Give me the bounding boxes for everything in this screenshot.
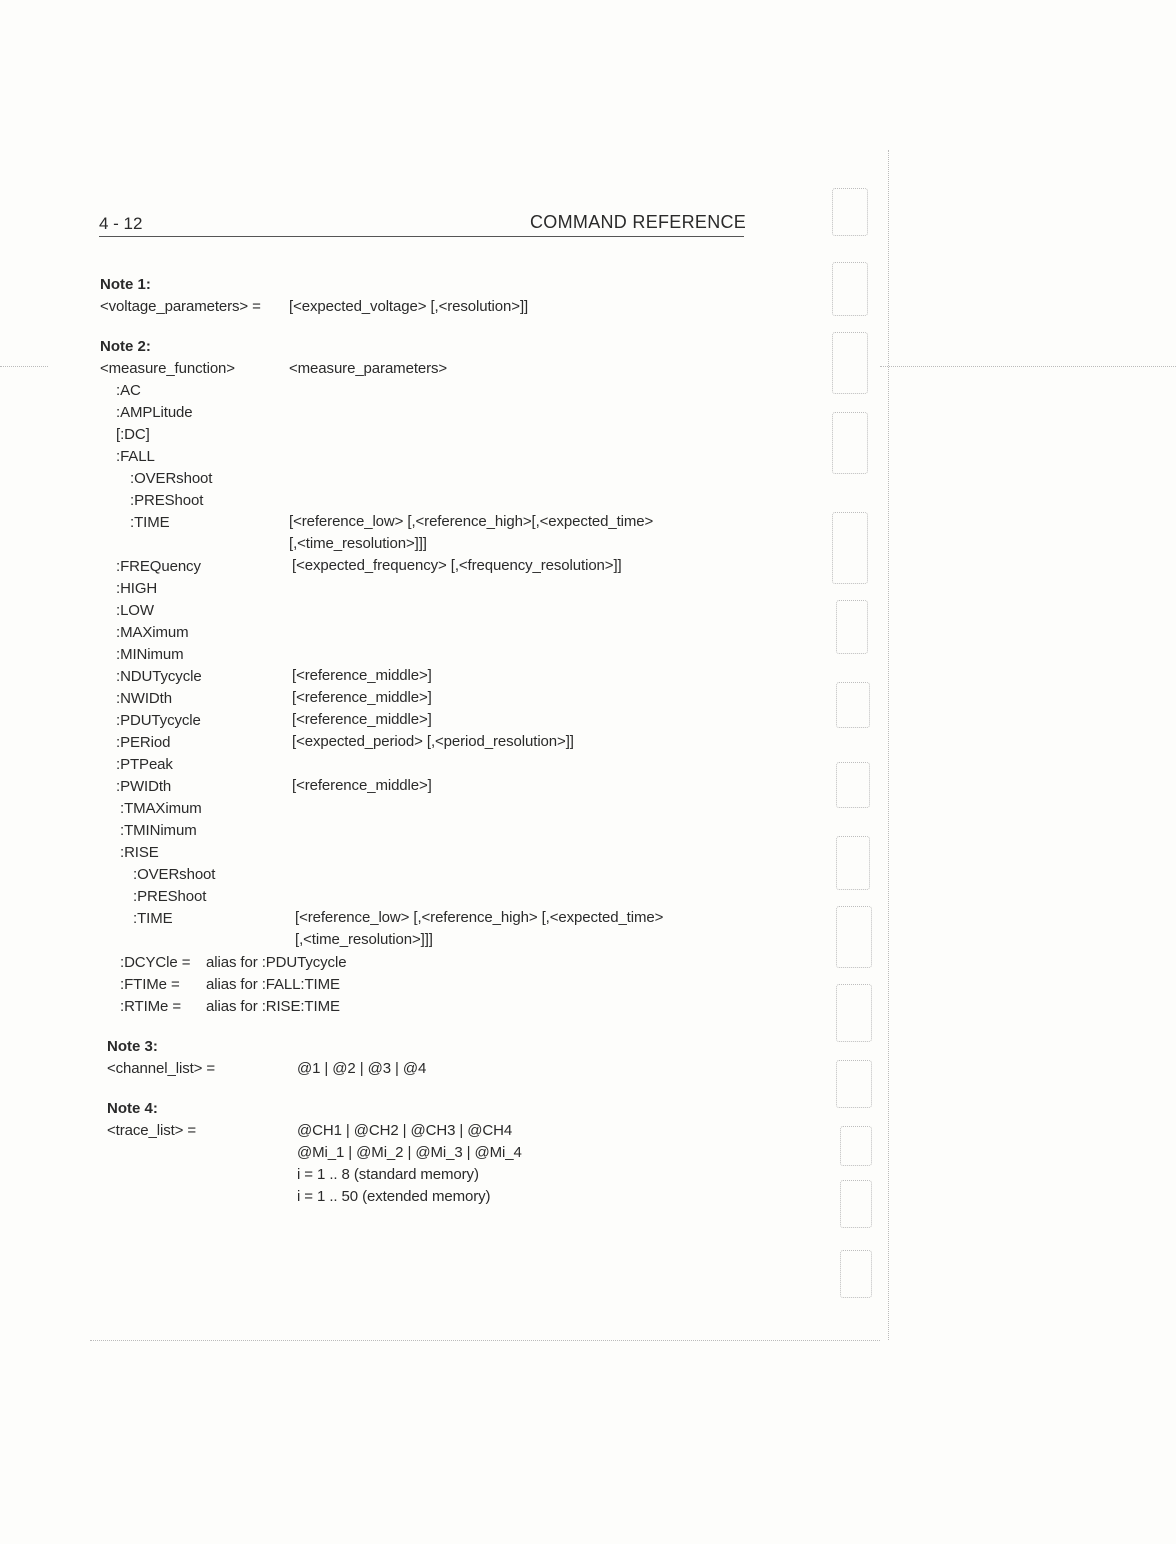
ndutycycle-params: [<reference_middle>]: [292, 667, 432, 684]
rise-time-params: [<reference_low> [,<reference_high> [,<expected_time>: [295, 909, 664, 926]
note-1-label: Note 1:: [100, 276, 151, 293]
function-frequency: :FREQuency: [116, 558, 201, 575]
function-minimum: :MINimum: [116, 646, 184, 663]
voltage-parameters-param: <voltage_parameters> =: [100, 298, 261, 315]
channel-list-param: <channel_list> =: [107, 1060, 216, 1077]
note-4-label: Note 4:: [107, 1100, 158, 1117]
alias-ftime: :FTIMe =: [120, 976, 180, 993]
index-tab-outline: [836, 762, 870, 808]
voltage-parameters-value: [<expected_voltage> [,<resolution>]]: [289, 298, 529, 315]
alias-rtime: :RTIMe =: [120, 998, 182, 1015]
scan-artifact-line: [90, 1340, 880, 1341]
index-tab-outline: [840, 1180, 872, 1228]
scan-artifact-line: [0, 366, 48, 367]
trace-list-line-3: i = 1 .. 8 (standard memory): [297, 1166, 479, 1183]
function-tminimum: :TMINimum: [120, 822, 197, 839]
measure-parameters-header: <measure_parameters>: [289, 360, 448, 377]
function-tmaximum: :TMAXimum: [120, 800, 202, 817]
scan-artifact-edge: [888, 150, 889, 1340]
function-fall-overshoot: :OVERshoot: [130, 470, 213, 487]
function-high: :HIGH: [116, 580, 158, 597]
function-pwidth: :PWIDth: [116, 778, 172, 795]
index-tab-outline: [836, 1060, 872, 1108]
fall-time-params-cont: [,<time_resolution>]]]: [289, 535, 427, 552]
frequency-params: [<expected_frequency> [,<frequency_resolution>]]: [292, 557, 622, 574]
trace-list-param: <trace_list> =: [107, 1122, 197, 1139]
index-tab-outline: [836, 600, 868, 654]
alias-dcycle-desc: alias for :PDUTycycle: [206, 954, 347, 971]
scan-artifact-line: [880, 366, 1176, 367]
measure-function-header: <measure_function>: [100, 360, 235, 377]
index-tab-outline: [840, 1250, 872, 1298]
function-period: :PERiod: [116, 734, 171, 751]
function-rise-preshoot: :PREShoot: [133, 888, 207, 905]
channel-list-value: @1 | @2 | @3 | @4: [297, 1060, 427, 1077]
fall-time-params: [<reference_low> [,<reference_high>[,<expected_time>: [289, 513, 654, 530]
function-fall: :FALL: [116, 448, 155, 465]
nwidth-params: [<reference_middle>]: [292, 689, 432, 706]
function-pdutycycle: :PDUTycycle: [116, 712, 201, 729]
pdutycycle-params: [<reference_middle>]: [292, 711, 432, 728]
index-tab-outline: [836, 906, 872, 968]
function-ptpeak: :PTPeak: [116, 756, 173, 773]
function-ndutycycle: :NDUTycycle: [116, 668, 202, 685]
trace-list-line-1: @CH1 | @CH2 | @CH3 | @CH4: [297, 1122, 513, 1139]
function-maximum: :MAXimum: [116, 624, 189, 641]
alias-ftime-desc: alias for :FALL:TIME: [206, 976, 340, 993]
index-tab-outline: [836, 836, 870, 890]
page-number: 4 - 12: [99, 214, 143, 233]
function-ac: :AC: [116, 382, 141, 399]
index-tab-outline: [836, 682, 870, 728]
index-tab-outline: [832, 188, 868, 236]
index-tab-outline: [840, 1126, 872, 1166]
function-rise: :RISE: [120, 844, 159, 861]
function-rise-overshoot: :OVERshoot: [133, 866, 216, 883]
section-title: COMMAND REFERENCE: [530, 212, 747, 232]
index-tab-outline: [832, 512, 868, 584]
index-tab-outline: [832, 412, 868, 474]
function-fall-time: :TIME: [130, 514, 170, 531]
trace-list-line-2: @Mi_1 | @Mi_2 | @Mi_3 | @Mi_4: [297, 1144, 522, 1161]
rise-time-params-cont: [,<time_resolution>]]]: [295, 931, 433, 948]
function-low: :LOW: [116, 602, 154, 619]
index-tab-outline: [836, 984, 872, 1042]
note-3-label: Note 3:: [107, 1038, 158, 1055]
note-2-label: Note 2:: [100, 338, 151, 355]
index-tab-outline: [832, 332, 868, 394]
alias-dcycle: :DCYCle =: [120, 954, 191, 971]
function-fall-preshoot: :PREShoot: [130, 492, 204, 509]
index-tab-outline: [832, 262, 868, 316]
header-rule: [99, 236, 744, 237]
function-nwidth: :NWIDth: [116, 690, 172, 707]
alias-rtime-desc: alias for :RISE:TIME: [206, 998, 340, 1015]
trace-list-line-4: i = 1 .. 50 (extended memory): [297, 1188, 491, 1205]
function-rise-time: :TIME: [133, 910, 173, 927]
pwidth-params: [<reference_middle>]: [292, 777, 432, 794]
period-params: [<expected_period> [,<period_resolution>]]: [292, 733, 574, 750]
function-dc: [:DC]: [116, 426, 150, 443]
function-amplitude: :AMPLitude: [116, 404, 193, 421]
